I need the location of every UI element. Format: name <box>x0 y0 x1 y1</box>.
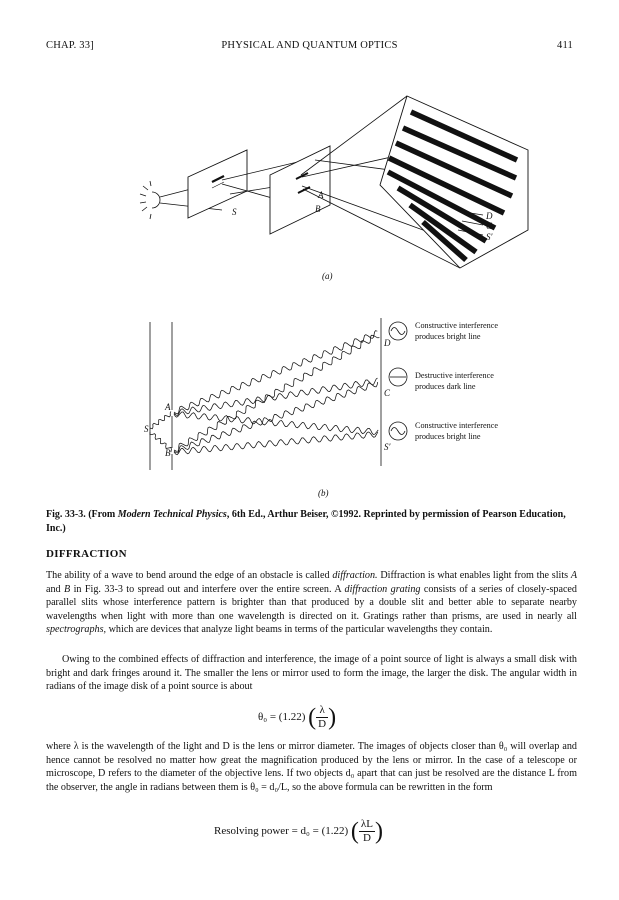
note-1-line-2: produces bright line <box>415 332 481 341</box>
fig-b-label-d: D <box>384 338 391 348</box>
fig-b-label-c: C <box>384 388 391 398</box>
p1-term: diffraction grating <box>344 583 421 595</box>
fig-a-caption: (a) <box>322 271 333 281</box>
fig-a-label-s: S <box>232 207 237 217</box>
note-2-line-2: produces dark line <box>415 382 476 391</box>
p1-var: B <box>64 583 71 595</box>
note-1-line-1: Constructive interference <box>415 321 498 330</box>
running-header-title: PHYSICAL AND QUANTUM OPTICS <box>221 40 398 51</box>
caption-book-title: Modern Technical Physics <box>117 509 227 520</box>
paragraph-3: where λ is the wavelength of the light and D is the lens or mirror diameter. The images of objects closer than θ₀ will overlap and hence cannot be resolved no matter how great the magnification produced by the lens or mirror. In the case of a telescope or microscope, D refers to the diameter of the objective lens. If two objects d₀ apart that can just be resolved are the distance L from the observer, the angle in radians between them is θ₀ = d₀/L, so the above formula can be rewritten in the form <box>46 741 577 793</box>
eq2-numerator: λL <box>360 818 373 830</box>
fig-a-label-s-prime: S′ <box>486 232 493 242</box>
equation-2: Resolving power = d₀ = (1.22) ( $\frac{\lambda L}{D}$ ) <box>214 818 383 845</box>
caption-suffix: , 6th Ed., Arthur Beiser, ©1992. Reprinted by permission of Pearson Education, Inc.) <box>46 509 566 534</box>
wave-path <box>150 411 171 428</box>
wave-path <box>174 335 379 451</box>
paragraph-2: Owing to the combined effects of diffraction and interference, the image of a point source of light is always a small disk with bright and dark fringes around it. The smaller the lens or mirror used to form the image, the larger the disk. The angular width in radians of the image disk of a point source is about <box>46 654 577 693</box>
eq2-lhs: Resolving power = d₀ = (1.22) <box>214 825 349 838</box>
wave-path <box>174 432 378 455</box>
figure-a-diagram <box>140 96 528 268</box>
note-3-line-2: produces bright line <box>415 432 481 441</box>
p1-var: A <box>570 570 577 581</box>
eq1-numerator: λ <box>316 704 328 718</box>
running-header-chapter: CHAP. 33] <box>46 40 94 51</box>
fig-a-label-d: D <box>486 211 493 221</box>
wave-paths <box>150 331 380 455</box>
note-2-line-1: Destructive interference <box>415 371 494 380</box>
page-number: 411 <box>557 40 573 51</box>
p1-term: diffraction. <box>332 570 378 581</box>
eq1-denominator: D <box>318 718 327 730</box>
wave-path <box>174 382 378 453</box>
fig-b-label-s: S <box>144 424 149 434</box>
section-title: DIFFRACTION <box>46 548 127 560</box>
p1-term: spectrographs, <box>46 624 107 636</box>
p1-text: The ability of a wave to bend around the edge of an obstacle is called <box>46 570 333 581</box>
light-source-icon <box>140 181 160 219</box>
p1-text: consists of a series of closely-spaced parallel slits whose interference pattern is brighter than that produced by a double slit and better able to separate nearby wavelengths when light with more than one wavelength is directed on it. Gratings rather than prisms, are used in nearly all <box>46 583 577 622</box>
wave-path <box>174 331 377 414</box>
caption-prefix: Fig. 33-3. (From <box>46 509 118 520</box>
p1-text: and <box>46 583 65 595</box>
fig-b-label-a: A <box>165 402 171 412</box>
wave-path <box>174 412 378 435</box>
fig-a-label-c: C <box>486 221 493 231</box>
fig-b-label-b: B <box>165 448 171 458</box>
equation-1: θ₀ = (1.22) ( $\frac{\lambda}{D}$ ) <box>258 704 337 731</box>
fig-a-label-a: A <box>318 190 324 200</box>
figure-caption <box>46 508 576 536</box>
paragraph-1 <box>46 569 577 637</box>
p1-text: in Fig. 33-3 to spread out and interfere over the entire screen. A <box>70 583 345 595</box>
fig-a-label-b: B <box>315 204 321 214</box>
figure-b-diagram <box>150 318 407 470</box>
p1-text: which are devices that analyze light beams in terms of the particular wavelengths they contain. <box>106 624 493 636</box>
eq2-denominator: D <box>362 832 371 844</box>
p1-text: Diffraction is what enables light from the slits <box>377 570 571 581</box>
eq1-lhs: θ₀ = (1.22) <box>258 711 306 724</box>
fig-b-label-s-prime: S′ <box>384 442 391 452</box>
note-3-line-1: Constructive interference <box>415 421 498 430</box>
wave-path <box>174 378 378 415</box>
fig-b-caption: (b) <box>318 488 329 498</box>
